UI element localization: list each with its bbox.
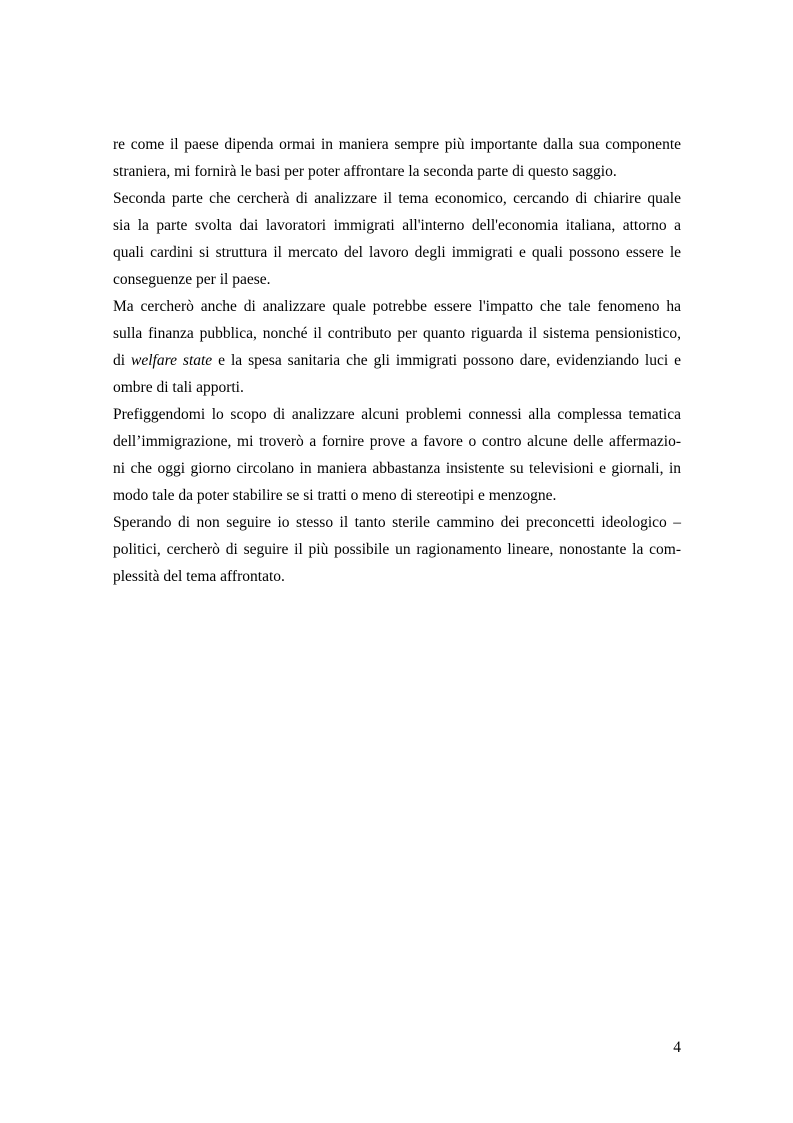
text-segment: plessità del tema affrontato. (113, 568, 285, 585)
text-segment: dell’immigrazione, mi troverò a fornire prove a favore o contro alcune delle affermazio- (113, 433, 681, 450)
body-text (113, 131, 681, 590)
paragraph (113, 131, 681, 185)
text-segment: ombre di tali apporti. (113, 379, 244, 396)
text-segment: sulla finanza pubblica, nonché il contributo per quanto riguarda il sistema pensionistico, (113, 325, 681, 342)
text-line (113, 266, 681, 293)
page-number: 4 (673, 1039, 681, 1056)
text-line (113, 428, 681, 455)
text-line (113, 536, 681, 563)
text-line (113, 320, 681, 347)
paragraph (113, 509, 681, 590)
text-segment: ni che oggi giorno circolano in maniera abbastanza insistente su televisioni e giornali, in (113, 460, 681, 477)
text-segment: quali cardini si struttura il mercato del lavoro degli immigrati e quali possono essere le (113, 244, 681, 261)
text-line (113, 455, 681, 482)
text-segment: Sperando di non seguire io stesso il tanto sterile cammino dei preconcetti ideologico – (113, 514, 681, 531)
paragraph (113, 293, 681, 401)
text-segment: di (113, 352, 132, 369)
text-segment: conseguenze per il paese. (113, 271, 271, 288)
text-line (113, 185, 681, 212)
text-line (113, 509, 681, 536)
text-line (113, 374, 681, 401)
paragraph (113, 185, 681, 293)
text-segment: Seconda parte che cercherà di analizzare il tema economico, cercando di chiarire quale (113, 190, 681, 207)
text-segment: re come il paese dipenda ormai in maniera sempre più importante dalla sua componente (113, 136, 681, 153)
text-segment: sia la parte svolta dai lavoratori immigrati all'interno dell'economia italiana, attorno a (113, 217, 681, 234)
text-segment: politici, cercherò di seguire il più possibile un ragionamento lineare, nonostante la com- (113, 541, 681, 558)
text-line (113, 239, 681, 266)
italic-text: welfare state (131, 352, 213, 369)
text-segment: Prefiggendomi lo scopo di analizzare alcuni problemi connessi alla complessa tematica (113, 406, 681, 423)
text-segment: modo tale da poter stabilire se si tratti o meno di stereotipi e menzogne. (113, 487, 557, 504)
text-segment: Ma cercherò anche di analizzare quale potrebbe essere l'impatto che tale fenomeno ha (113, 298, 681, 315)
text-line (113, 131, 681, 158)
text-segment: straniera, mi fornirà le basi per poter affrontare la seconda parte di questo saggio. (113, 163, 617, 180)
paragraph (113, 401, 681, 509)
text-line (113, 293, 681, 320)
text-line (113, 482, 681, 509)
text-line (113, 401, 681, 428)
text-line (113, 212, 681, 239)
text-line (113, 158, 681, 185)
text-line (113, 563, 681, 590)
text-line (113, 347, 681, 374)
text-segment: e la spesa sanitaria che gli immigrati possono dare, evidenziando luci e (212, 352, 681, 369)
